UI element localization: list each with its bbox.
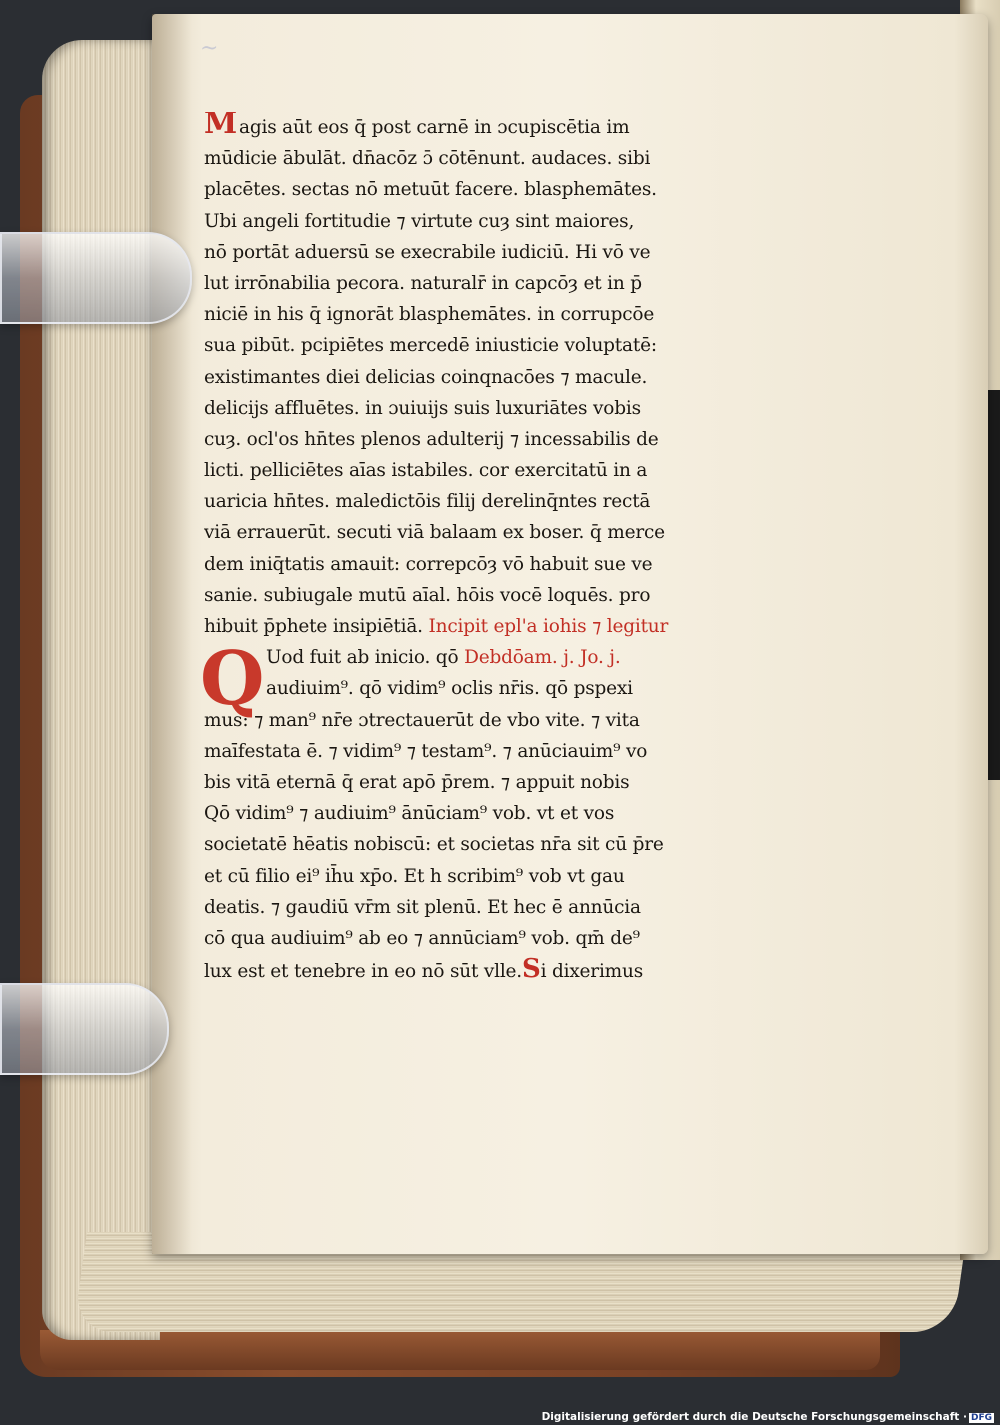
gutter-shadow xyxy=(152,14,192,1254)
red-initial-s: S xyxy=(521,954,541,985)
text-line: sanie. subiugale mutū aīal. hōis vocē loquēs. pro xyxy=(204,584,651,606)
red-initial-q: Q xyxy=(200,636,265,723)
text-line: maīfestata ē. ⁊ vidim⁹ ⁊ testam⁹. ⁊ anūciauim⁹ vo xyxy=(204,740,648,762)
text-line: bis vitā eternā q̄ erat apō p̄rem. ⁊ appuit nobis xyxy=(204,771,630,793)
text-line: licti. pelliciētes aīas istabiles. cor exercitatū in a xyxy=(204,460,648,482)
text-line-1: Magis aūt eos q̄ post carnē in ɔcupiscētia im xyxy=(204,112,630,141)
text-line: audiuim⁹. qō vidim⁹ oclis nr̄is. qō pspexi xyxy=(266,678,633,700)
dfg-logo: DFG xyxy=(970,1413,992,1423)
text-line: cō qua audiuim⁹ ab eo ⁊ annūciam⁹ vob. qm̄ de⁹ xyxy=(204,927,640,949)
rubric-incipit: Incipit epl'a iohis ⁊ legitur xyxy=(428,616,669,637)
text-line-last: lux est et tenebre in eo nō sūt vlle.Si dixerimus xyxy=(204,954,644,985)
text-line: Uod fuit ab inicio. qō Debdōam. j. Jo. j. xyxy=(266,647,621,669)
text-line: societatē hēatis nobiscū: et societas nr̄a sit cū p̄re xyxy=(204,834,664,856)
text-line: deatis. ⁊ gaudiū vr̄m sit plenū. Et hec ē annūcia xyxy=(204,896,641,918)
text-line: Qō vidim⁹ ⁊ audiuim⁹ ānūciam⁹ vob. vt et vos xyxy=(204,803,615,825)
text-line: et cū filio ei⁹ ih̄u xp̄o. Et h scribim⁹ vob vt gau xyxy=(204,865,625,887)
text-line: niciē in his q̄ ignorāt blasphemātes. in corrupcōe xyxy=(204,304,655,326)
text-line: sua pibūt. pcipiētes mercedē iniusticie voluptatē: xyxy=(204,335,657,357)
pencil-mark: ~ xyxy=(200,36,219,61)
text-line: lut irrōnabilia pecora. naturalr̄ in capcōȝ et in p̄ xyxy=(204,272,642,294)
text-line-rubric: hibuit p̄phete insipiētiā. Incipit epl'a iohis ⁊ legitur xyxy=(204,616,669,637)
page-holder-clip-top xyxy=(0,232,192,324)
text-line: nō portāt aduersū se execrabile iudiciū. Hi vō ve xyxy=(204,241,651,263)
text-line: placētes. sectas nō metuūt facere. blasphemātes. xyxy=(204,179,657,201)
text-line: cuȝ. ocl'os hn̄tes plenos adulterij ⁊ incessabilis de xyxy=(204,428,659,450)
rubric-dominica: Debdōam. j. Jo. j. xyxy=(464,647,621,669)
text-line: delicijs affluētes. in ɔuiuijs suis luxuriātes vobis xyxy=(204,397,641,419)
book-cover-bottom xyxy=(40,1330,880,1370)
page-holder-clip-bottom xyxy=(0,983,169,1075)
red-initial-m: M xyxy=(204,112,238,141)
text-line: viā errauerūt. secuti viā balaam ex boser. q̄ merce xyxy=(204,522,665,544)
digitization-credit: Digitalisierung gefördert durch die Deutsche Forschungsgemeinschaft · DFG xyxy=(541,1411,992,1423)
text-line: mūdicie ābulāt. dn̄acōz ɔ̄ cōtēnunt. audaces. sibi xyxy=(204,148,651,170)
text-line: existimantes diei delicias coinqnacōes ⁊ macule. xyxy=(204,366,648,388)
text-block xyxy=(200,112,728,985)
text-line: Ubi angeli fortitudie ⁊ virtute cuȝ sint maiores, xyxy=(204,210,635,232)
text-line: mus: ⁊ man⁹ nr̄e ɔtrectauerūt de vbo vite. ⁊ vita xyxy=(204,709,640,731)
text-line: dem iniq̄tatis amauit: correpcōȝ vō habuit sue ve xyxy=(204,553,653,575)
text-line: uaricia hn̄tes. maledictōis filij derelinq̄ntes rectā xyxy=(204,491,651,513)
